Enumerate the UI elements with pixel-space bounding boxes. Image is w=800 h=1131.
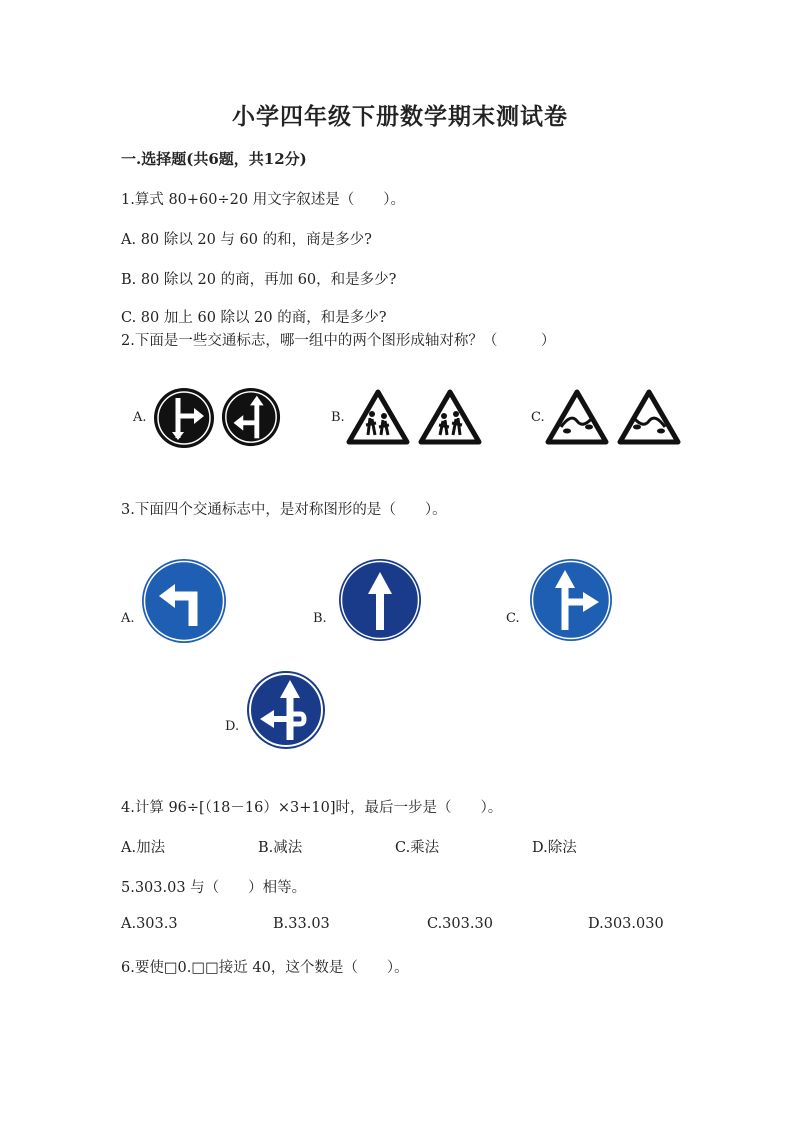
question-3: 3.下面四个交通标志中，是对称图形的是（ ）。: [121, 502, 447, 518]
q1-option-c: C. 80 加上 60 除以 20 的商，和是多少?: [121, 310, 387, 326]
q5-option-d: D.303.030: [588, 916, 664, 932]
road-warning-icon: [617, 389, 681, 445]
q5-option-a: A.303.3: [121, 916, 178, 932]
q2-label-b: B.: [331, 410, 345, 425]
q2-label-c: C.: [531, 410, 545, 425]
turn-sign-icon: [220, 386, 282, 448]
q4-option-b: B.减法: [258, 840, 303, 856]
q4-option-c: C.乘法: [395, 840, 440, 856]
section-heading: 一.选择题(共6题，共12分): [121, 150, 307, 168]
page-title: 小学四年级下册数学期末测试卷: [232, 103, 568, 130]
question-5: 5.303.03 与（ ）相等。: [121, 880, 307, 896]
question-6: 6.要使□0.□□接近 40，这个数是（ ）。: [121, 960, 409, 976]
q4-option-d: D.除法: [532, 840, 577, 856]
question-4: 4.计算 96÷[（18－16）×3+10]时，最后一步是（ ）。: [121, 800, 503, 816]
q1-option-b: B. 80 除以 20 的商，再加 60，和是多少?: [121, 272, 397, 288]
q1-option-a: A. 80 除以 20 与 60 的和，商是多少?: [121, 232, 372, 248]
question-2: 2.下面是一些交通标志，哪一组中的两个图形成轴对称？（ ）: [121, 333, 556, 349]
q4-option-a: A.加法: [121, 840, 166, 856]
turn-sign-icon: [152, 386, 216, 450]
q5-option-b: B.33.03: [273, 916, 330, 932]
straight-right-sign-icon: [529, 558, 613, 642]
q3-label-c: C.: [506, 611, 520, 626]
q3-label-b: B.: [313, 611, 327, 626]
straight-sign-icon: [338, 558, 422, 642]
pedestrian-warning-icon: [418, 389, 482, 445]
road-warning-icon: [545, 389, 609, 445]
pedestrian-warning-icon: [346, 389, 410, 445]
left-turn-sign-icon: [141, 558, 227, 644]
straight-left-sign-icon: [246, 670, 326, 750]
q2-label-a: A.: [133, 410, 147, 425]
q3-label-d: D.: [225, 719, 240, 734]
q5-option-c: C.303.30: [427, 916, 493, 932]
q3-label-a: A.: [121, 611, 135, 626]
question-1: 1.算式 80+60÷20 用文字叙述是（ ）。: [121, 192, 405, 208]
